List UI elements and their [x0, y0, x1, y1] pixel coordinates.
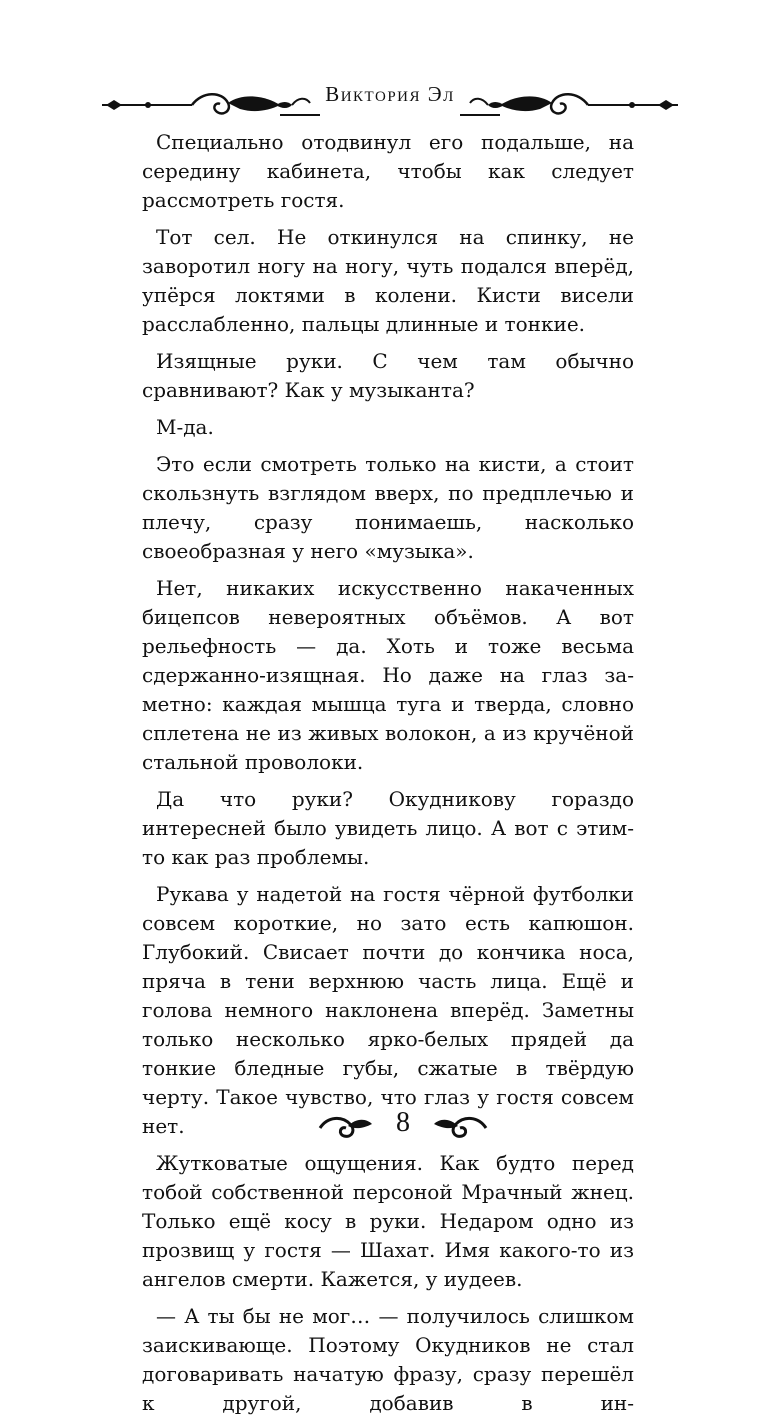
body-text — [142, 128, 634, 1426]
paragraph: Тот сел. Не откинулся на спинку, не заворотил ногу на ногу, чуть подался вперёд, упёрся локтями в колени. Кисти висели расслабленно, пальцы длинные и тонкие. — [142, 225, 634, 336]
paragraph: — А ты бы не мог… — получилось слишком заискивающе. Поэтому Окудников не стал договаривать начатую фразу, сразу перешёл к другой, добавив в ин- — [142, 1304, 634, 1415]
running-header-author: Виктория Эл — [325, 82, 455, 106]
paragraph: Рукава у надетой на гостя чёрной футболки совсем короткие, но зато есть капюшон. Глубокий. Свисает почти до кончика носа, пряча в тени верхнюю часть лица. Ещё и голова немного наклонена вперёд. Заметны только несколько ярко-белых прядей да тонкие бледные губы, сжатые в твёрдую черту. Такое чувство, что глаз у гостя совсем нет. — [142, 882, 634, 1138]
paragraph: Изящные руки. С чем там обычно сравнивают? Как у музыканта? — [142, 349, 634, 402]
page-footer — [318, 1104, 488, 1144]
paragraph: Это если смотреть только на кисти, а стоит скользнуть взглядом вверх, по предплечью и плечу, сразу понимаешь, насколько своеобразная у него «музыка». — [142, 452, 634, 563]
running-header — [100, 78, 680, 122]
paragraph: Жутковатые ощущения. Как будто перед тобой собственной персоной Мрачный жнец. Только ещё косу в руки. Недаром одно из прозвищ у гостя — Шахат. Имя какого-то из ангелов смерти. Кажется, у иудеев. — [142, 1151, 634, 1291]
paragraph: Да что руки? Окудникову гораздо интересней было увидеть лицо. А вот с этим-то как раз проблемы. — [142, 787, 634, 869]
paragraph: Нет, никаких искусственно накаченных бицепсов невероятных объёмов. А вот рельефность — да. Хоть и тоже весьма сдержанно-изящная. Но даже на глаз заметно: каждая мышца туга и тверда, словно сплетена не из живых волокон, а из кручёной стальной проволоки. — [142, 576, 634, 774]
paragraph: Специально отодвинул его подальше, на середину кабинета, чтобы как следует рассмотреть гостя. — [142, 130, 634, 212]
page-number: 8 — [396, 1107, 410, 1138]
footer-right-flourish-icon — [432, 1104, 488, 1144]
paragraph: М-да. — [156, 415, 214, 439]
